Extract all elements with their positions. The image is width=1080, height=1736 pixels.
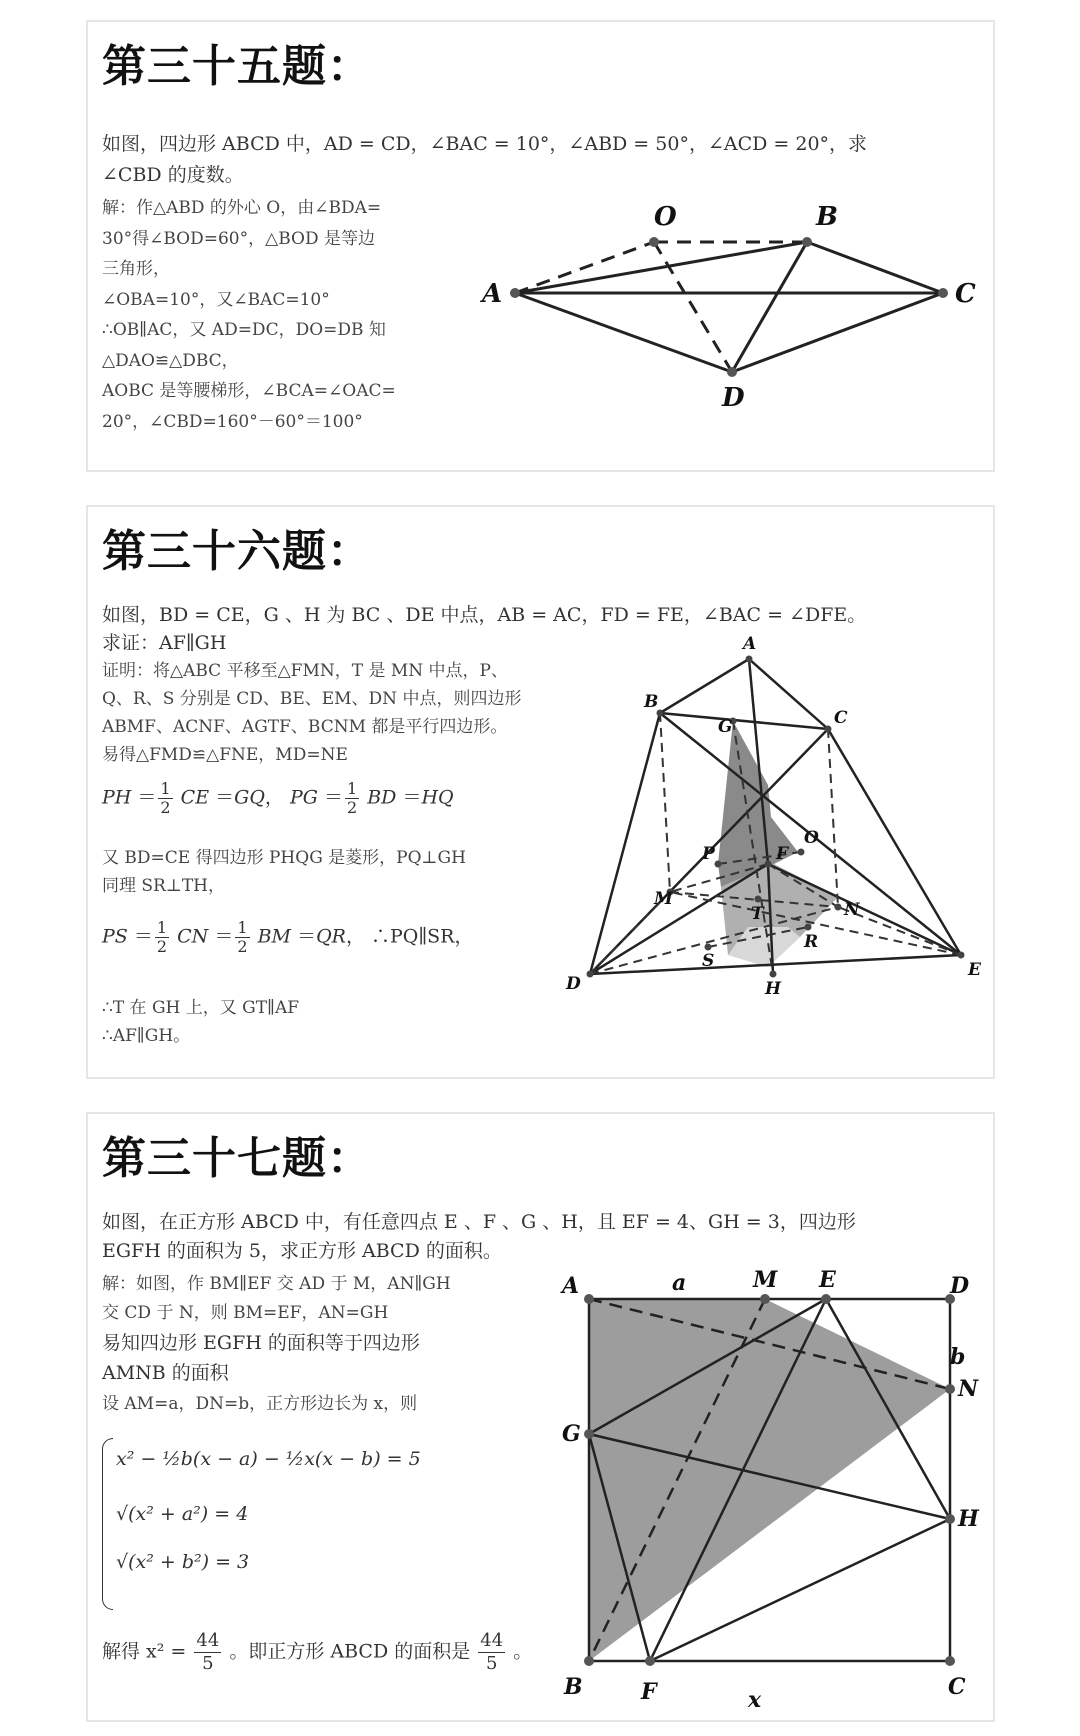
point-A: [584, 1294, 594, 1304]
problem-37-figure: [88, 1114, 993, 1720]
point-E: [958, 952, 965, 959]
label-D: D: [950, 1273, 970, 1299]
segment-CE: [828, 729, 961, 955]
problem-36-title: 第三十六题：: [102, 526, 372, 577]
segment-AB: [515, 242, 807, 293]
eq2-conclusion: ∴PQ∥SR，: [371, 925, 474, 948]
problem-36-proof-line-2: Q、R、S 分别是 CD、BE、EM、DN 中点，则四边形: [102, 689, 522, 709]
point-O: [649, 237, 659, 247]
segment-DB: [732, 242, 807, 372]
equation-1: x² − ½b(x − a) − ½x(x − b) = 5: [116, 1448, 421, 1470]
point-H: [770, 971, 777, 978]
problem-37-question-line-2: EGFH 的面积为 5，求正方形 ABCD 的面积。: [102, 1240, 502, 1262]
point-N: [835, 904, 842, 911]
result-end: 。: [513, 1640, 533, 1663]
fraction-44-5: $\frac{44}{5}$: [196, 1630, 220, 1674]
result-prefix: 解得 x² =: [102, 1640, 187, 1663]
label-A: A: [562, 1273, 580, 1299]
problem-35-solution-line-3: 三角形，: [102, 259, 170, 279]
problem-35-solution-line-7: AOBC 是等腰梯形，∠BCA=∠OAC=: [102, 381, 396, 401]
label-a: a: [672, 1270, 687, 1296]
label-B: B: [564, 1674, 583, 1700]
point-B: [584, 1656, 594, 1666]
point-C: [938, 288, 948, 298]
fraction: $\frac{1}{2}$: [156, 918, 168, 956]
problem-35-question-line-2: ∠CBD 的度数。: [102, 164, 244, 186]
point-S: [705, 944, 712, 951]
point-A: [746, 656, 753, 663]
problem-36-proof-line-4: 易得△FMD≌△FNE，MD=NE: [102, 745, 348, 765]
problem-37-question-line-1: 如图，在正方形 ABCD 中，有任意四点 E 、F 、G 、H，且 EF = 4、GH = 3，四边形: [102, 1211, 856, 1233]
problem-37-solution-line-3: 易知四边形 EGFH 的面积等于四边形: [102, 1332, 420, 1354]
problem-36-proof-line-1: 证明：将△ABC 平移至△FMN，T 是 MN 中点，P、: [102, 661, 508, 681]
eq1-HQ: HQ: [421, 786, 454, 809]
fraction: $\frac{1}{2}$: [160, 779, 171, 817]
label-C: C: [948, 1674, 966, 1700]
eq2-BM: BM: [257, 925, 291, 948]
segment-BC: [807, 242, 943, 293]
problem-36-proof-line-8: ∴AF∥GH。: [102, 1026, 191, 1046]
eq2-PS: PS: [102, 925, 128, 948]
point-M: [760, 1294, 770, 1304]
equation-3: √(x² + b²) = 3: [116, 1551, 250, 1573]
point-N: [945, 1384, 955, 1394]
eq1-CE: CE: [180, 786, 210, 809]
dashed-CN: [828, 729, 838, 907]
point-D: [727, 367, 737, 377]
point-D: [587, 971, 594, 978]
point-F: [765, 861, 772, 868]
point-Q: [798, 849, 805, 856]
problem-36-proof-line-3: ABMF、ACNF、AGTF、BCNM 都是平行四边形。: [102, 717, 508, 737]
segment-AB: [660, 659, 749, 713]
point-C: [945, 1656, 955, 1666]
label-A: A: [482, 279, 503, 309]
eq2-QR: QR: [316, 925, 346, 948]
point-P: [715, 861, 722, 868]
segment-BC: [660, 713, 828, 729]
eq1-PH: PH: [102, 786, 132, 809]
problem-37-solution-line-5: 设 AM=a，DN=b，正方形边长为 x，则: [102, 1394, 418, 1414]
label-S: S: [702, 951, 715, 971]
point-C: [825, 726, 832, 733]
fraction: $\frac{1}{2}$: [346, 779, 358, 817]
problem-35-solution-line-1: 解：作△ABD 的外心 O，由∠BDA=: [102, 198, 382, 218]
label-B: B: [816, 202, 838, 232]
label-O: O: [804, 828, 819, 848]
problem-35-solution-line-8: 20°，∠CBD=160°－60°＝100°: [102, 412, 363, 432]
problem-37-solution-line-2: 交 CD 于 N，则 BM=EF，AN=GH: [102, 1303, 389, 1323]
label-M: M: [654, 889, 673, 909]
result-middle: 。即正方形 ABCD 的面积是: [229, 1640, 471, 1663]
label-N: N: [958, 1376, 979, 1402]
label-P: P: [702, 844, 715, 864]
problem-36-figure: [88, 507, 993, 1077]
problem-35-solution-line-6: △DAO≌△DBC，: [102, 351, 239, 371]
point-R: [805, 924, 812, 931]
problem-36-equation-1: PH ＝ $\frac{1}{2}$ CE ＝GQ， PG ＝ $\frac{1}{2}$ BD ＝HQ: [102, 779, 454, 817]
problem-35-question-line-1: 如图，四边形 ABCD 中，AD = CD，∠BAC = 10°，∠ABD = 50°，∠ACD = 20°，求: [102, 133, 868, 155]
label-D: D: [566, 974, 581, 994]
eq1-GQ: GQ: [234, 786, 265, 809]
label-T: T: [751, 904, 764, 924]
label-N: N: [844, 900, 860, 920]
label-A: A: [743, 634, 757, 654]
point-H: [945, 1514, 955, 1524]
problem-35-solution-line-2: 30°得∠BOD=60°，△BOD 是等边: [102, 229, 375, 249]
label-H: H: [958, 1506, 979, 1532]
segment-DC: [732, 293, 943, 372]
eq1-BD: BD: [367, 786, 397, 809]
label-D: D: [722, 383, 745, 413]
label-M: M: [753, 1267, 778, 1293]
problem-37-card: [86, 1112, 995, 1722]
problem-36-question-line-2: 求证：AF∥GH: [102, 632, 227, 654]
problem-35-solution-line-4: ∠OBA=10°，又∠BAC=10°: [102, 290, 330, 310]
equation-2: √(x² + a²) = 4: [116, 1503, 249, 1525]
label-G: G: [718, 717, 733, 737]
segment-AC: [749, 659, 828, 729]
label-x: x: [748, 1687, 762, 1713]
label-F: F: [641, 1679, 657, 1705]
fraction-44-5: $\frac{44}{5}$: [480, 1630, 504, 1674]
problem-36-proof-line-7: ∴T 在 GH 上，又 GT∥AF: [102, 998, 300, 1018]
label-H: H: [765, 979, 782, 999]
problem-37-title: 第三十七题：: [102, 1133, 372, 1184]
point-G: [584, 1429, 594, 1439]
label-E: E: [819, 1267, 836, 1293]
segment-AD: [515, 293, 732, 372]
problem-35-card: [86, 20, 995, 472]
label-G: G: [562, 1421, 581, 1447]
fraction: $\frac{1}{2}$: [237, 918, 248, 956]
label-C: C: [955, 279, 976, 309]
problem-35-solution-line-5: ∴OB∥AC，又 AD=DC，DO=DB 知: [102, 320, 386, 340]
eq1-PG: PG: [289, 786, 318, 809]
problem-36-equation-2: PS ＝ $\frac{1}{2}$ CN ＝ $\frac{1}{2}$ BM ＝QR， ∴PQ∥SR，: [102, 918, 474, 956]
problem-37-solution-line-4: AMNB 的面积: [102, 1362, 229, 1384]
shaded-quadrilateral-AMNB: [589, 1299, 950, 1661]
label-F: F: [776, 844, 789, 864]
point-E: [821, 1294, 831, 1304]
problem-36-proof-line-5: 又 BD=CE 得四边形 PHQG 是菱形，PQ⊥GH: [102, 848, 466, 868]
label-C: C: [834, 708, 848, 728]
problem-36-card: [86, 505, 995, 1079]
problem-37-solution-line-1: 解：如图，作 BM∥EF 交 AD 于 M，AN∥GH: [102, 1274, 451, 1294]
point-A: [510, 288, 520, 298]
label-B: B: [644, 692, 659, 712]
point-F: [645, 1656, 655, 1666]
label-E: E: [968, 960, 981, 980]
segment-BD: [590, 713, 660, 974]
point-B: [802, 237, 812, 247]
dashed-BM: [660, 713, 670, 892]
eq2-CN: CN: [177, 925, 209, 948]
point-T: [755, 896, 762, 903]
problem-35-figure: [88, 22, 993, 470]
dashed-segment-AO: [515, 242, 654, 293]
problem-36-proof-line-6: 同理 SR⊥TH，: [102, 876, 226, 896]
label-b: b: [950, 1344, 966, 1370]
label-O: O: [654, 202, 677, 232]
label-R: R: [804, 932, 819, 952]
problem-36-question-line-1: 如图，BD = CE，G 、H 为 BC 、DE 中点，AB = AC，FD = FE，∠BAC = ∠DFE。: [102, 604, 867, 626]
problem-35-title: 第三十五题：: [102, 41, 372, 92]
